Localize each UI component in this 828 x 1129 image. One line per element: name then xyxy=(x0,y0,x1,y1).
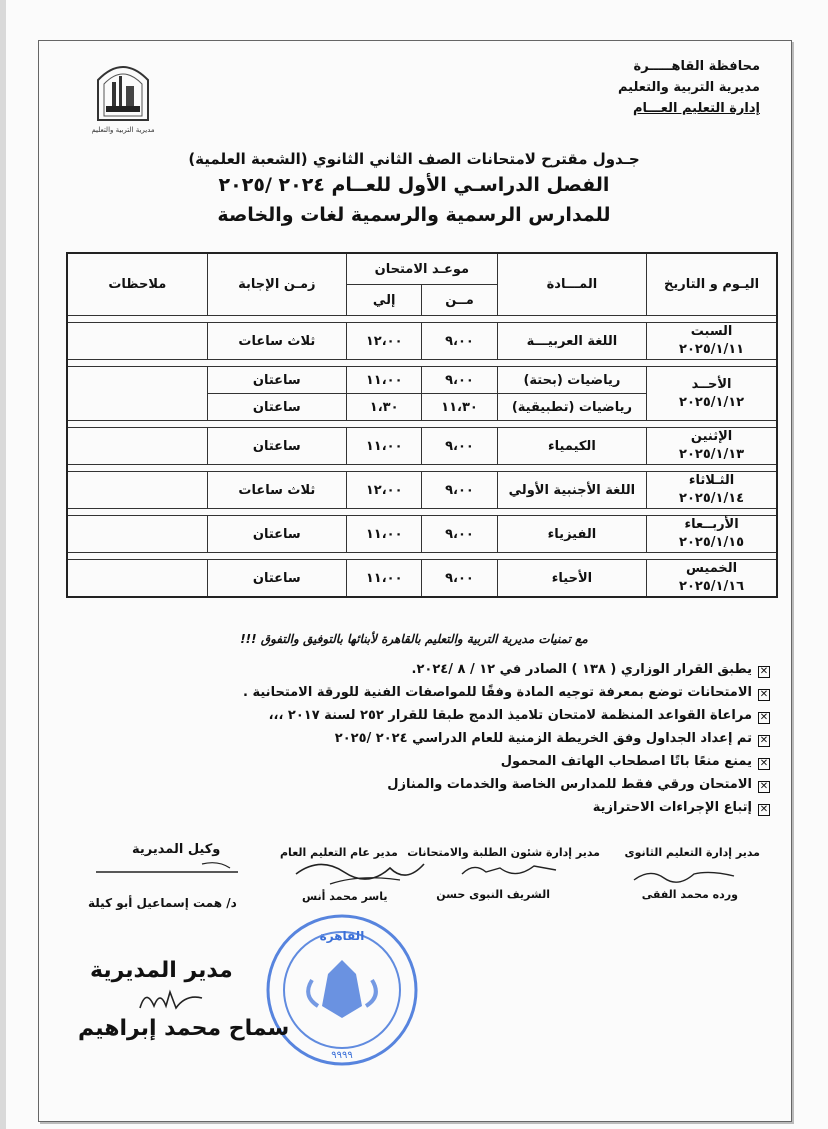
day-name: الثـلاثاء xyxy=(688,473,735,488)
day-name: الأربــعاء xyxy=(684,517,739,532)
header-from: مــن xyxy=(422,285,497,316)
subject-cell: الفيزياء xyxy=(497,516,646,553)
to-time-cell: ١٢،٠٠ xyxy=(347,472,422,509)
checked-box-icon: ✕ xyxy=(759,689,769,700)
signature-title-secondary: مدير إدارة التعليم الثانوى xyxy=(624,846,760,859)
day-name: الخميس xyxy=(686,561,738,576)
note-item xyxy=(110,658,770,681)
note-text: مراعاة القواعد المنظمة لامتحان تلاميذ الدمج طبقا للقرار ٢٥٢ لسنة ٢٠١٧ ،،، xyxy=(268,708,752,723)
svg-text:مديرية التربية والتعليم: مديرية التربية والتعليم xyxy=(92,126,154,134)
from-time-cell: ٩،٠٠ xyxy=(422,323,497,360)
signature-name-general: ياسر محمد أنس xyxy=(302,890,388,903)
signature-title-students: مدير إدارة شئون الطلبة والامتحانات xyxy=(407,846,600,859)
note-item xyxy=(110,796,770,819)
duration-cell: ساعتان xyxy=(207,394,346,421)
title-line-3: للمدارس الرسمية والرسمية لغات والخاصة xyxy=(217,204,611,226)
header-block xyxy=(560,56,760,119)
subject-cell: اللغة العربيـــة xyxy=(497,323,646,360)
notes-cell xyxy=(67,472,207,509)
from-time-cell: ٩،٠٠ xyxy=(422,428,497,465)
notes-cell xyxy=(67,428,207,465)
checked-box-icon: ✕ xyxy=(759,781,769,792)
header-to: إلي xyxy=(347,285,422,316)
day-name: الأحــد xyxy=(691,376,732,392)
notes-cell xyxy=(67,323,207,360)
spacer-row xyxy=(67,316,777,323)
duration-cell: ساعتان xyxy=(207,516,346,553)
subject-cell: رياضيات (بحتة) xyxy=(497,367,646,394)
note-item xyxy=(110,727,770,750)
day-date-cell xyxy=(647,516,777,553)
note-text: يمنع منعًا باتًا اصطحاب الهاتف المحمول xyxy=(500,754,752,769)
directorate-label: مديرية التربية والتعليم xyxy=(617,80,760,95)
header-duration: زمـن الإجابة xyxy=(207,253,346,316)
spacer-row xyxy=(67,360,777,367)
table-row xyxy=(67,428,777,465)
from-time-cell: ٩،٠٠ xyxy=(422,367,497,394)
from-time-cell: ٩،٠٠ xyxy=(422,516,497,553)
title-line-2: الفصل الدراسـي الأول للعــام ٢٠٢٤ /٢٠٢٥ xyxy=(218,174,610,196)
exam-schedule-table xyxy=(66,252,778,598)
from-time-cell: ٩،٠٠ xyxy=(422,560,497,598)
signature-name-students: الشريف النبوى حسن xyxy=(436,888,550,901)
duration-cell: ثلاث ساعات xyxy=(207,472,346,509)
signature-scribble-deputy xyxy=(92,858,242,888)
spacer-row xyxy=(67,509,777,516)
svg-text:٩٩٩٩: ٩٩٩٩ xyxy=(331,1050,353,1061)
official-stamp xyxy=(262,910,422,1070)
governorate-label: محافظة القاهـــــرة xyxy=(633,59,760,74)
note-item xyxy=(110,704,770,727)
director-title: مدير المديرية xyxy=(90,958,233,983)
to-time-cell: ١٢،٠٠ xyxy=(347,323,422,360)
header-notes: ملاحظات xyxy=(67,253,207,316)
signature-title-general: مدير عام التعليم العام xyxy=(280,846,398,859)
note-text: تم إعداد الجداول وفق الخريطة الزمنية للعام الدراسي ٢٠٢٤ /٢٠٢٥ xyxy=(334,731,752,746)
day-name: السبت xyxy=(690,324,733,339)
day-date-cell xyxy=(647,323,777,360)
day-date-cell xyxy=(647,367,777,421)
day-date: ٢٠٢٥/١/١٥ xyxy=(679,535,745,550)
from-time-cell: ١١،٣٠ xyxy=(422,394,497,421)
checked-box-icon: ✕ xyxy=(759,735,769,746)
header-day-date: اليـوم و التاريخ xyxy=(647,253,777,316)
title-line-1: جـدول مقترح لامتحانات الصف الثاني الثانوي (الشعبة العلمية) xyxy=(188,150,640,168)
note-text: يطبق القرار الوزاري ( ١٣٨ ) الصادر في ١٢ / ٨ /٢٠٢٤. xyxy=(411,662,752,677)
notes-cell xyxy=(67,516,207,553)
duration-cell: ساعتان xyxy=(207,428,346,465)
director-name: سماح محمد إبراهيم xyxy=(78,1016,290,1041)
checked-box-icon: ✕ xyxy=(759,666,769,677)
note-text: الامتحان ورقي فقط للمدارس الخاصة والخدمات والمنازل xyxy=(387,777,752,792)
signature-name-secondary: ورده محمد الفقى xyxy=(641,888,738,901)
from-time-cell: ٩،٠٠ xyxy=(422,472,497,509)
note-item xyxy=(110,750,770,773)
notes-cell xyxy=(67,560,207,598)
day-date: ٢٠٢٥/١/١٢ xyxy=(679,394,745,410)
duration-cell: ساعتان xyxy=(207,560,346,598)
to-time-cell: ١١،٠٠ xyxy=(347,367,422,394)
directorate-logo xyxy=(92,58,154,140)
subject-cell: اللغة الأجنبية الأولي xyxy=(497,472,646,509)
checked-box-icon: ✕ xyxy=(759,712,769,723)
notes-list xyxy=(110,658,770,819)
signature-scribble-students xyxy=(456,858,566,886)
checked-box-icon: ✕ xyxy=(759,804,769,815)
signature-scribble-general xyxy=(290,854,430,894)
day-date: ٢٠٢٥/١/١٦ xyxy=(679,579,745,594)
table-row xyxy=(67,516,777,553)
spacer-row xyxy=(67,421,777,428)
to-time-cell: ١١،٠٠ xyxy=(347,560,422,598)
wish-message: مع تمنيات مديرية التربية والتعليم بالقاهرة لأبنائها بالتوفيق والتفوق !!! xyxy=(240,632,588,646)
note-item xyxy=(110,681,770,704)
header-exam-time: موعـد الامتحان xyxy=(347,253,498,285)
notes-cell xyxy=(67,367,207,421)
day-date-cell xyxy=(647,472,777,509)
day-name: الإثنين xyxy=(690,429,733,444)
note-text: إتباع الإجراءات الاحترازية xyxy=(592,800,752,815)
table-row xyxy=(67,472,777,509)
subject-cell: رياضيات (تطبيقية) xyxy=(497,394,646,421)
day-date: ٢٠٢٥/١/١٤ xyxy=(679,491,745,506)
signature-name-deputy: د/ همت إسماعيل أبو كيلة xyxy=(88,896,237,910)
duration-cell: ساعتان xyxy=(207,367,346,394)
duration-cell: ثلاث ساعات xyxy=(207,323,346,360)
note-item xyxy=(110,773,770,796)
day-date-cell xyxy=(647,560,777,598)
director-signature-scribble xyxy=(136,986,206,1016)
table-row xyxy=(67,560,777,598)
checked-box-icon: ✕ xyxy=(759,758,769,769)
note-text: الامتحانات توضع بمعرفة توجيه المادة وفقًا للمواصفات الفنية للورقة الامتحانية . xyxy=(243,685,752,700)
spacer-row xyxy=(67,465,777,472)
subject-cell: الأحياء xyxy=(497,560,646,598)
to-time-cell: ١١،٠٠ xyxy=(347,428,422,465)
day-date: ٢٠٢٥/١/١٣ xyxy=(679,447,745,462)
subject-cell: الكيمياء xyxy=(497,428,646,465)
svg-text:القاهرة: القاهرة xyxy=(319,929,365,943)
signature-scribble-secondary xyxy=(630,862,740,890)
to-time-cell: ١،٣٠ xyxy=(347,394,422,421)
administration-label: إدارة التعليم العـــام xyxy=(633,101,760,116)
day-date: ٢٠٢٥/١/١١ xyxy=(679,342,745,357)
table-row xyxy=(67,367,777,394)
header-subject: المـــادة xyxy=(497,253,646,316)
signature-title-deputy: وكيل المديرية xyxy=(132,842,221,857)
to-time-cell: ١١،٠٠ xyxy=(347,516,422,553)
table-row xyxy=(67,323,777,360)
spacer-row xyxy=(67,553,777,560)
day-date-cell xyxy=(647,428,777,465)
